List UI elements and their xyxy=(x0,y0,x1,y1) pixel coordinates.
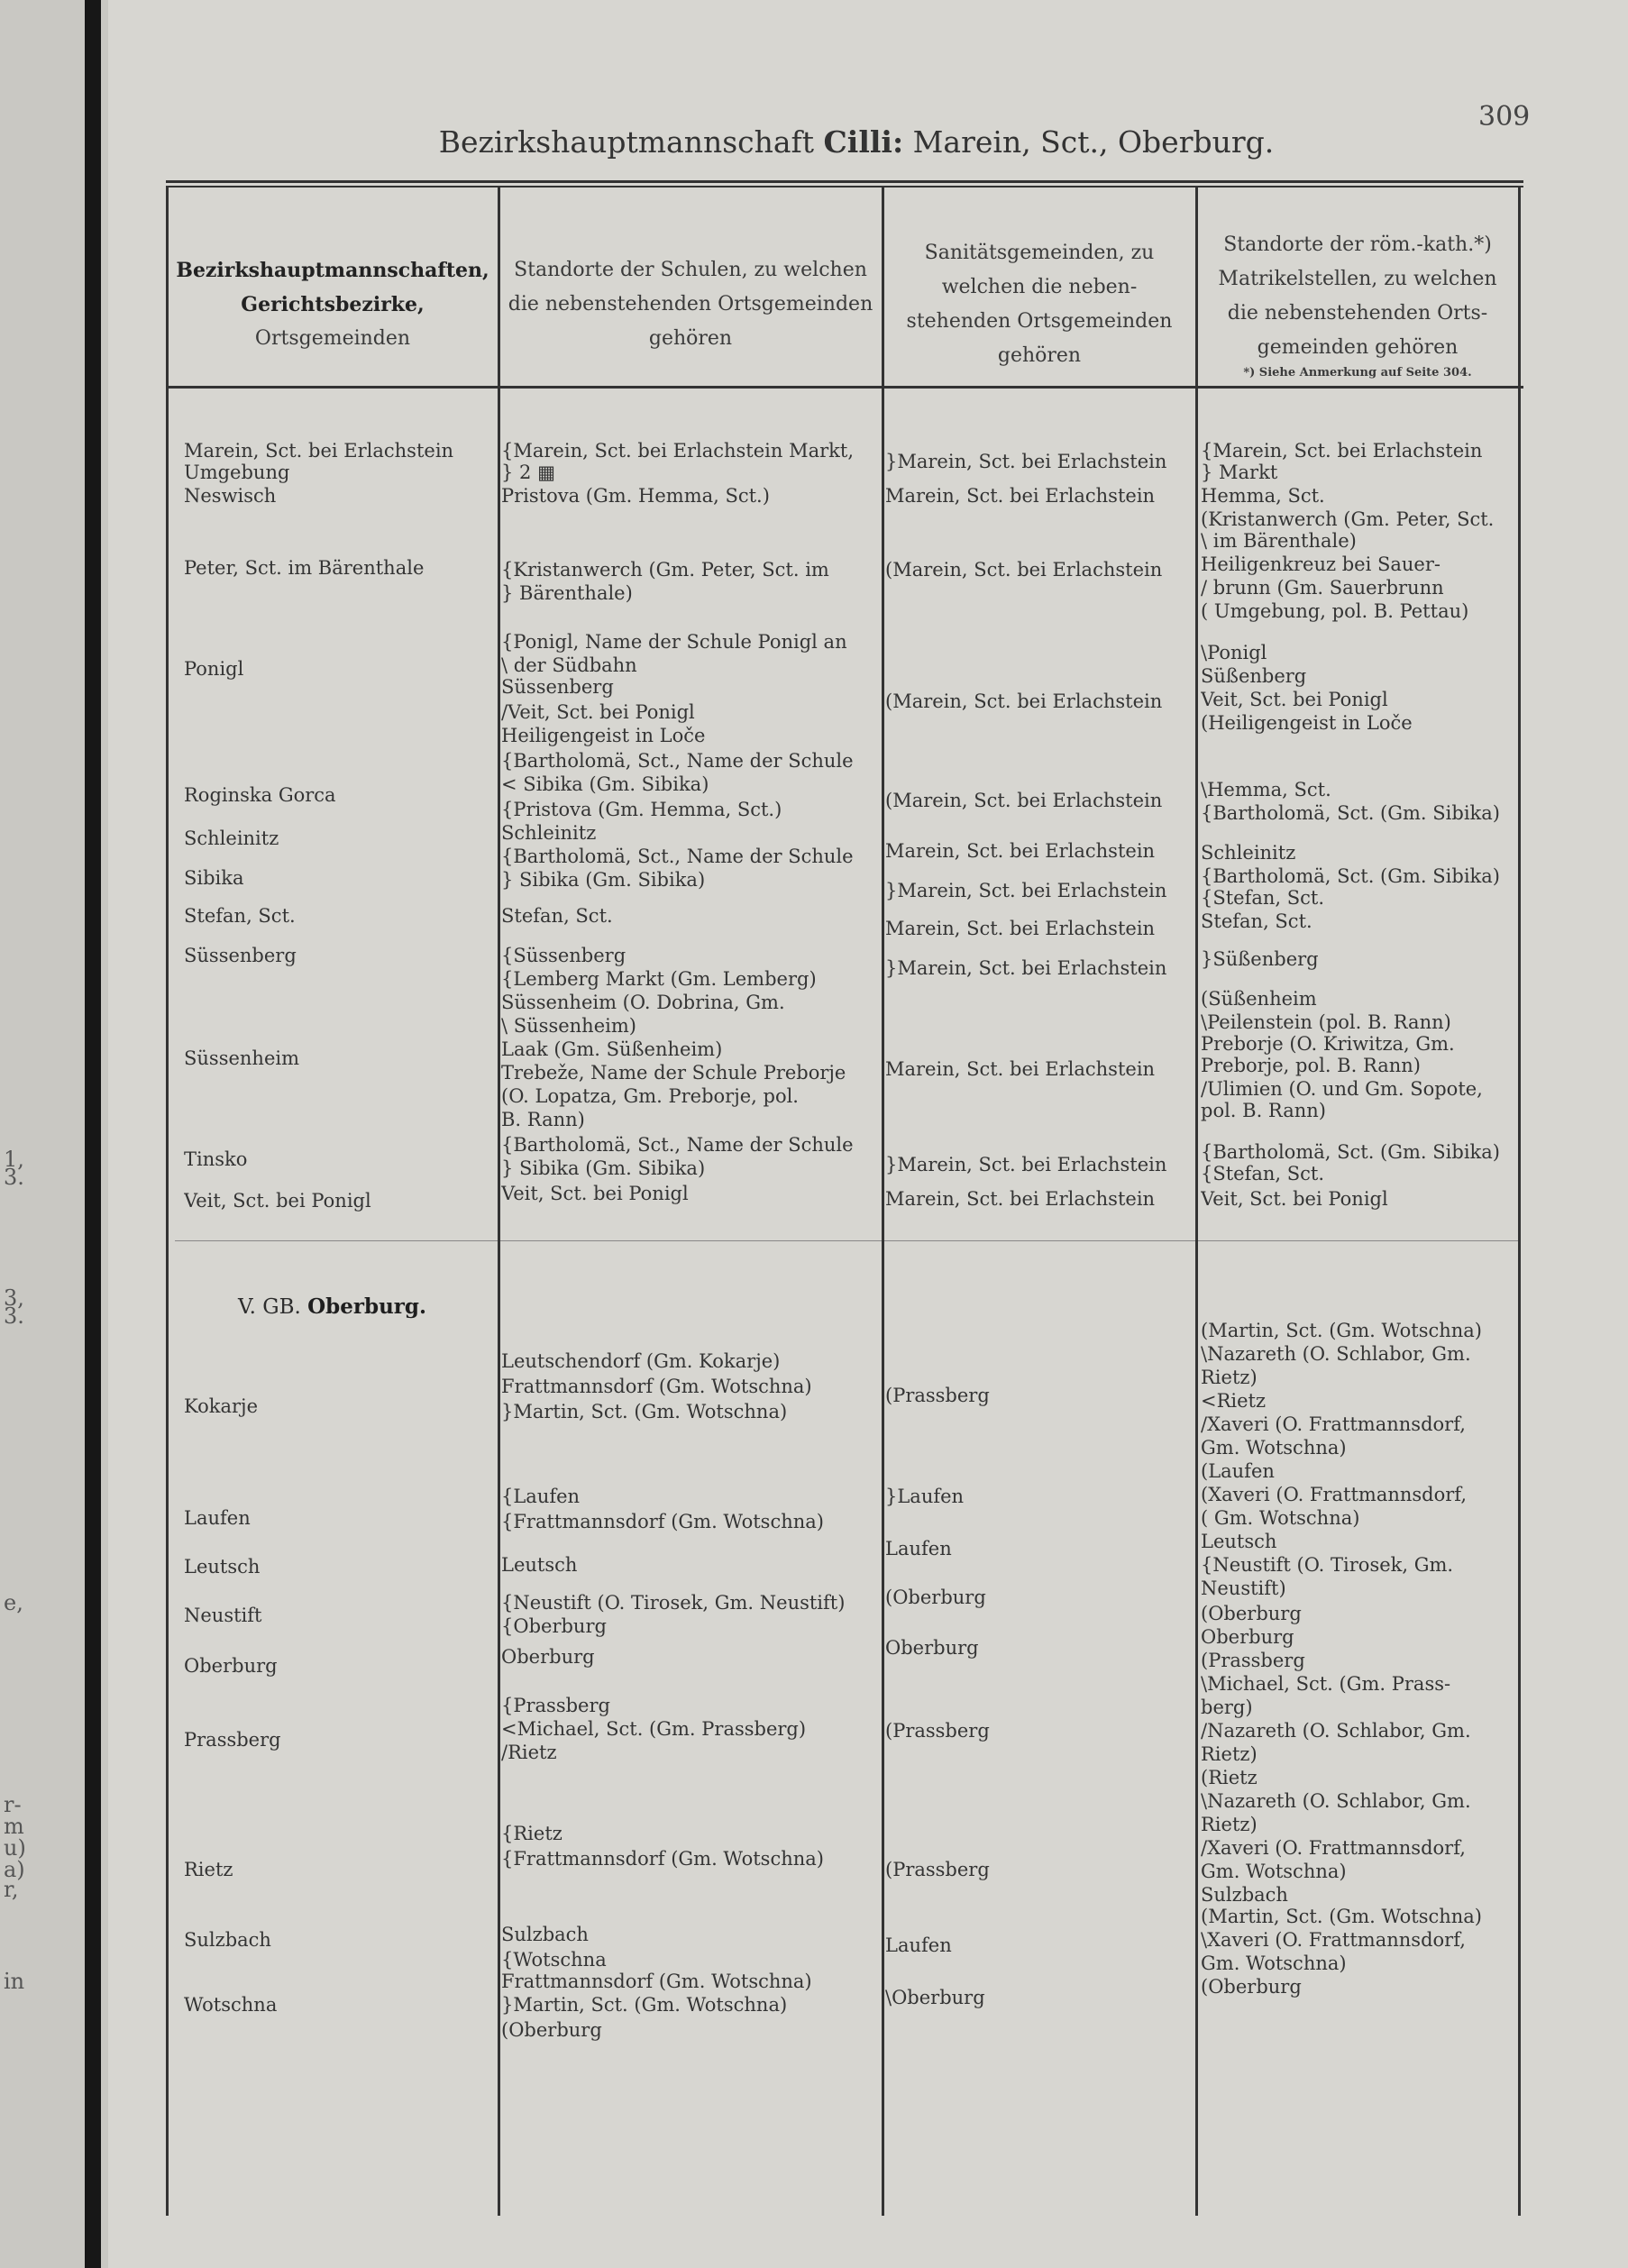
col2-entry: {Neustift (O. Tirosek, Gm. Neustift) xyxy=(501,1592,846,1614)
col1-entry: Rietz xyxy=(184,1859,233,1880)
col2-entry: Leutsch xyxy=(501,1554,578,1576)
col1-entry: Prassberg xyxy=(184,1729,281,1751)
col2-entry: {Bartholomä, Sct., Name der Schule xyxy=(501,846,854,867)
col2-entry: }Martin, Sct. (Gm. Wotschna) xyxy=(501,1994,788,2016)
col2-entry: {Süssenberg xyxy=(501,945,627,966)
register-table xyxy=(166,178,1523,2218)
edge-fragment: a) xyxy=(4,1857,25,1882)
col4-entry: \Peilenstein (pol. B. Rann) xyxy=(1201,1011,1451,1033)
page-header xyxy=(406,124,1307,160)
col4-entry: {Stefan, Sct. xyxy=(1201,1163,1325,1184)
header-col4-line1: Standorte der röm.-kath.*) xyxy=(1223,233,1492,256)
col3-entry: (Marein, Sct. bei Erlachstein xyxy=(885,559,1163,581)
col1-entry: Tinsko xyxy=(184,1148,248,1170)
col2-entry: Frattmannsdorf (Gm. Wotschna) xyxy=(501,1971,812,1992)
col4-entry: Süßenberg xyxy=(1201,665,1307,687)
col4-entry: Rietz) xyxy=(1201,1367,1258,1388)
header-col3-line2: welchen die neben- xyxy=(941,276,1138,298)
col1-entry: Wotschna xyxy=(184,1994,278,2016)
col4-entry: Sulzbach xyxy=(1201,1884,1288,1906)
col-rule-1 xyxy=(498,187,500,2216)
col2-entry: Veit, Sct. bei Ponigl xyxy=(501,1183,689,1204)
col4-entry: \ im Bärenthale) xyxy=(1201,530,1357,552)
col2-entry: Süssenberg xyxy=(501,676,614,698)
col1-entry: Ponigl xyxy=(184,658,244,680)
col4-entry: /Nazareth (O. Schlabor, Gm. xyxy=(1201,1720,1471,1742)
col4-entry: Preborje (O. Kriwitza, Gm. xyxy=(1201,1033,1455,1055)
col4-entry: /Ulimien (O. und Gm. Sopote, xyxy=(1201,1078,1483,1100)
edge-fragment: r, xyxy=(4,1877,19,1902)
header-col3-line4: gehören xyxy=(997,344,1082,367)
col2-entry: Oberburg xyxy=(501,1646,595,1668)
col1-entry: Sibika xyxy=(184,867,244,889)
col4-entry: pol. B. Rann) xyxy=(1201,1100,1326,1121)
col3-entry: }Marein, Sct. bei Erlachstein xyxy=(885,880,1167,901)
header-col2 xyxy=(501,215,880,395)
col4-entry: {Marein, Sct. bei Erlachstein xyxy=(1201,440,1483,462)
col3-entry: (Marein, Sct. bei Erlachstein xyxy=(885,690,1163,712)
header-col1-line3: Ortsgemeinden xyxy=(254,327,411,350)
col4-entry: Neustift) xyxy=(1201,1578,1286,1599)
col1-entry: Stefan, Sct. xyxy=(184,905,296,927)
col4-entry: \Nazareth (O. Schlabor, Gm. xyxy=(1201,1343,1471,1365)
col4-entry: Veit, Sct. bei Ponigl xyxy=(1201,689,1388,710)
col2-entry: {Lemberg Markt (Gm. Lemberg) xyxy=(501,968,817,990)
col2-entry: }Martin, Sct. (Gm. Wotschna) xyxy=(501,1401,788,1422)
edge-fragment: 1, xyxy=(4,1147,24,1172)
table-top-border-inner xyxy=(166,186,1523,187)
col4-entry: Hemma, Sct. xyxy=(1201,485,1325,507)
col3-entry: (Prassberg xyxy=(885,1720,990,1742)
header-col4-line2: Matrikelstellen, zu welchen xyxy=(1218,268,1497,290)
col1-entry: Peter, Sct. im Bärenthale xyxy=(184,557,425,579)
col4-entry: {Bartholomä, Sct. (Gm. Sibika) xyxy=(1201,1141,1500,1163)
col4-entry: \Xaveri (O. Frattmannsdorf, xyxy=(1201,1929,1466,1951)
col1-entry: Sulzbach xyxy=(184,1929,271,1951)
col3-entry: (Oberburg xyxy=(885,1587,986,1608)
col2-entry: Pristova (Gm. Hemma, Sct.) xyxy=(501,485,770,507)
header-prefix: Bezirkshauptmannschaft xyxy=(438,124,815,160)
edge-fragment: r- xyxy=(4,1792,22,1817)
col2-entry: {Wotschna xyxy=(501,1949,607,1971)
header-col4-note: *) Siehe Anmerkung auf Seite 304. xyxy=(1243,366,1472,380)
col4-entry: \Nazareth (O. Schlabor, Gm. xyxy=(1201,1790,1471,1812)
col2-entry: {Bartholomä, Sct., Name der Schule xyxy=(501,1134,854,1156)
book-spine xyxy=(85,0,101,2268)
col2-entry: {Laufen xyxy=(501,1486,581,1507)
section-title-bold: Oberburg. xyxy=(307,1294,427,1319)
col1-entry: Laufen xyxy=(184,1507,251,1529)
col1-entry: Leutsch xyxy=(184,1556,261,1578)
col2-entry: /Rietz xyxy=(501,1742,557,1763)
col2-entry: {Prassberg xyxy=(501,1695,610,1716)
col1-entry: Umgebung xyxy=(184,462,290,483)
page-number: 309 xyxy=(1478,101,1531,133)
header-col3-line3: stehenden Ortsgemeinden xyxy=(906,310,1173,333)
col4-entry: Rietz) xyxy=(1201,1743,1258,1765)
col1-entry: Oberburg xyxy=(184,1655,278,1677)
header-bold: Cilli: xyxy=(823,124,904,160)
col2-entry: <Michael, Sct. (Gm. Prassberg) xyxy=(501,1718,807,1740)
col4-entry: {Neustift (O. Tirosek, Gm. xyxy=(1201,1554,1454,1576)
header-col3 xyxy=(885,215,1194,395)
col4-entry: (Oberburg xyxy=(1201,1603,1302,1624)
col4-entry: Preborje, pol. B. Rann) xyxy=(1201,1055,1422,1076)
col4-entry: (Süßenheim xyxy=(1201,988,1317,1010)
col4-entry: / brunn (Gm. Sauerbrunn xyxy=(1201,577,1444,599)
col3-entry: Laufen xyxy=(885,1934,952,1956)
col4-entry: (Xaveri (O. Frattmannsdorf, xyxy=(1201,1484,1468,1505)
col3-entry: (Prassberg xyxy=(885,1385,990,1406)
col1-entry: Marein, Sct. bei Erlachstein xyxy=(184,440,454,462)
col3-entry: Marein, Sct. bei Erlachstein xyxy=(885,918,1156,939)
col4-entry: Schleinitz xyxy=(1201,842,1296,864)
col4-entry: Oberburg xyxy=(1201,1626,1294,1648)
col2-entry: {Frattmannsdorf (Gm. Wotschna) xyxy=(501,1511,824,1532)
col4-entry: (Heiligengeist in Loče xyxy=(1201,712,1413,734)
col4-entry: \Michael, Sct. (Gm. Prass- xyxy=(1201,1673,1451,1695)
col2-entry: /Veit, Sct. bei Ponigl xyxy=(501,701,695,723)
col4-entry: Stefan, Sct. xyxy=(1201,910,1312,932)
edge-fragment: 3, xyxy=(4,1285,24,1311)
col3-entry: }Marein, Sct. bei Erlachstein xyxy=(885,957,1167,979)
edge-fragment: m xyxy=(4,1814,24,1839)
col4-entry: }Süßenberg xyxy=(1201,948,1319,970)
header-col4 xyxy=(1199,215,1516,395)
col1-entry: Neustift xyxy=(184,1605,262,1626)
col4-entry: Gm. Wotschna) xyxy=(1201,1437,1347,1459)
edge-fragment: e, xyxy=(4,1590,23,1615)
col4-entry: } Markt xyxy=(1201,462,1278,483)
header-col4-line3: die nebenstehenden Orts- xyxy=(1227,302,1488,325)
header-col4-line4: gemeinden gehören xyxy=(1257,336,1459,359)
col4-entry: (Prassberg xyxy=(1201,1650,1305,1671)
col4-entry: (Kristanwerch (Gm. Peter, Sct. xyxy=(1201,508,1495,530)
col2-entry: Stefan, Sct. xyxy=(501,905,613,927)
col4-entry: (Martin, Sct. (Gm. Wotschna) xyxy=(1201,1906,1482,1927)
col4-entry: \Hemma, Sct. xyxy=(1201,779,1331,800)
header-col1-line2: Gerichtsbezirke, xyxy=(241,293,425,316)
col2-entry: Frattmannsdorf (Gm. Wotschna) xyxy=(501,1376,812,1397)
col4-entry: (Martin, Sct. (Gm. Wotschna) xyxy=(1201,1320,1482,1341)
col2-entry: B. Rann) xyxy=(501,1109,585,1130)
col2-entry: Laak (Gm. Süßenheim) xyxy=(501,1038,723,1060)
header-col2-line1: Standorte der Schulen, zu welchen xyxy=(514,259,867,281)
col4-entry: {Bartholomä, Sct. (Gm. Sibika) xyxy=(1201,865,1500,887)
col3-entry: }Marein, Sct. bei Erlachstein xyxy=(885,1154,1167,1175)
section-title-prefix: V. GB. xyxy=(238,1295,301,1319)
col4-entry: <Rietz xyxy=(1201,1390,1267,1412)
col4-entry: Veit, Sct. bei Ponigl xyxy=(1201,1188,1388,1210)
col2-entry: {Marein, Sct. bei Erlachstein Markt, xyxy=(501,440,854,462)
section-rule xyxy=(175,1240,1518,1241)
col3-entry: Marein, Sct. bei Erlachstein xyxy=(885,840,1156,862)
col1-entry: Roginska Gorca xyxy=(184,784,336,806)
col-rule-2 xyxy=(882,187,884,2216)
col3-entry: Laufen xyxy=(885,1538,952,1559)
col3-entry: }Marein, Sct. bei Erlachstein xyxy=(885,451,1167,472)
col2-entry: } 2 ▦ xyxy=(501,462,555,483)
col4-entry: Heiligenkreuz bei Sauer- xyxy=(1201,553,1441,575)
col3-entry: Marein, Sct. bei Erlachstein xyxy=(885,485,1156,507)
col4-entry: (Laufen xyxy=(1201,1460,1275,1482)
col3-entry: \Oberburg xyxy=(885,1987,985,2008)
col3-entry: Oberburg xyxy=(885,1637,979,1659)
col2-entry: {Bartholomä, Sct., Name der Schule xyxy=(501,750,854,772)
col2-entry: < Sibika (Gm. Sibika) xyxy=(501,773,709,795)
col2-entry: {Kristanwerch (Gm. Peter, Sct. im xyxy=(501,559,829,581)
col2-entry: Heiligengeist in Loče xyxy=(501,725,706,746)
col1-entry: Veit, Sct. bei Ponigl xyxy=(184,1190,371,1212)
col2-entry: {Oberburg xyxy=(501,1615,607,1637)
edge-fragment: 3. xyxy=(4,1165,24,1190)
header-col2-line2: die nebenstehenden Ortsgemeinden xyxy=(508,293,873,316)
col4-entry: ( Gm. Wotschna) xyxy=(1201,1507,1360,1529)
col4-entry: (Rietz xyxy=(1201,1767,1258,1788)
col2-entry: Trebeže, Name der Schule Preborje xyxy=(501,1062,846,1084)
col3-entry: Marein, Sct. bei Erlachstein xyxy=(885,1188,1156,1210)
col4-entry: /Xaveri (O. Frattmannsdorf, xyxy=(1201,1837,1466,1859)
col3-entry: Marein, Sct. bei Erlachstein xyxy=(885,1058,1156,1080)
col-rule-4 xyxy=(1518,187,1521,2216)
col2-entry: {Ponigl, Name der Schule Ponigl an xyxy=(501,631,847,653)
col1-entry: Neswisch xyxy=(184,485,277,507)
col4-entry: {Bartholomä, Sct. (Gm. Sibika) xyxy=(1201,802,1500,824)
col4-entry: Gm. Wotschna) xyxy=(1201,1861,1347,1882)
col3-entry: (Marein, Sct. bei Erlachstein xyxy=(885,790,1163,811)
col3-entry: (Prassberg xyxy=(885,1859,990,1880)
edge-fragment: 3. xyxy=(4,1303,24,1329)
col2-entry: } Bärenthale) xyxy=(501,582,633,604)
col4-entry: {Stefan, Sct. xyxy=(1201,887,1325,909)
col3-entry: }Laufen xyxy=(885,1486,965,1507)
table-top-border xyxy=(166,180,1523,183)
col-rule-3 xyxy=(1195,187,1198,2216)
col2-entry: Leutschendorf (Gm. Kokarje) xyxy=(501,1350,781,1372)
col1-entry: Schleinitz xyxy=(184,828,279,849)
col4-entry: Rietz) xyxy=(1201,1814,1258,1835)
col1-entry: Süssenheim xyxy=(184,1047,299,1069)
col2-entry: (O. Lopatza, Gm. Preborje, pol. xyxy=(501,1085,799,1107)
col2-entry: Schleinitz xyxy=(501,822,597,844)
col2-entry: \ der Südbahn xyxy=(501,654,637,676)
col2-entry: (Oberburg xyxy=(501,2019,602,2041)
col4-entry: ( Umgebung, pol. B. Pettau) xyxy=(1201,600,1469,622)
col4-entry: berg) xyxy=(1201,1696,1253,1718)
header-col1 xyxy=(169,215,496,395)
col2-entry: \ Süssenheim) xyxy=(501,1015,636,1037)
col1-entry: Süssenberg xyxy=(184,945,297,966)
col2-entry: {Pristova (Gm. Hemma, Sct.) xyxy=(501,799,782,820)
col2-entry: {Rietz xyxy=(501,1823,562,1844)
col2-entry: } Sibika (Gm. Sibika) xyxy=(501,869,706,891)
edge-fragment: in xyxy=(4,1969,25,1994)
header-suffix: Marein, Sct., Oberburg. xyxy=(912,124,1275,160)
header-col3-line1: Sanitätsgemeinden, zu xyxy=(924,242,1155,264)
col4-entry: /Xaveri (O. Frattmannsdorf, xyxy=(1201,1413,1466,1435)
col4-entry: Leutsch xyxy=(1201,1531,1277,1552)
section-title-oberburg xyxy=(238,1294,426,1319)
col2-entry: Süssenheim (O. Dobrina, Gm. xyxy=(501,992,785,1013)
edge-fragment: u) xyxy=(4,1835,26,1861)
header-col1-line1: Bezirkshauptmannschaften, xyxy=(176,259,489,282)
col2-entry: {Frattmannsdorf (Gm. Wotschna) xyxy=(501,1848,824,1870)
col2-entry: } Sibika (Gm. Sibika) xyxy=(501,1157,706,1179)
col2-entry: Sulzbach xyxy=(501,1924,589,1945)
col-rule-0 xyxy=(166,187,169,2216)
col1-entry: Kokarje xyxy=(184,1395,258,1417)
col4-entry: \Ponigl xyxy=(1201,642,1267,663)
header-col2-line3: gehören xyxy=(648,327,733,350)
col4-entry: Gm. Wotschna) xyxy=(1201,1952,1347,1974)
col4-entry: (Oberburg xyxy=(1201,1976,1302,1998)
